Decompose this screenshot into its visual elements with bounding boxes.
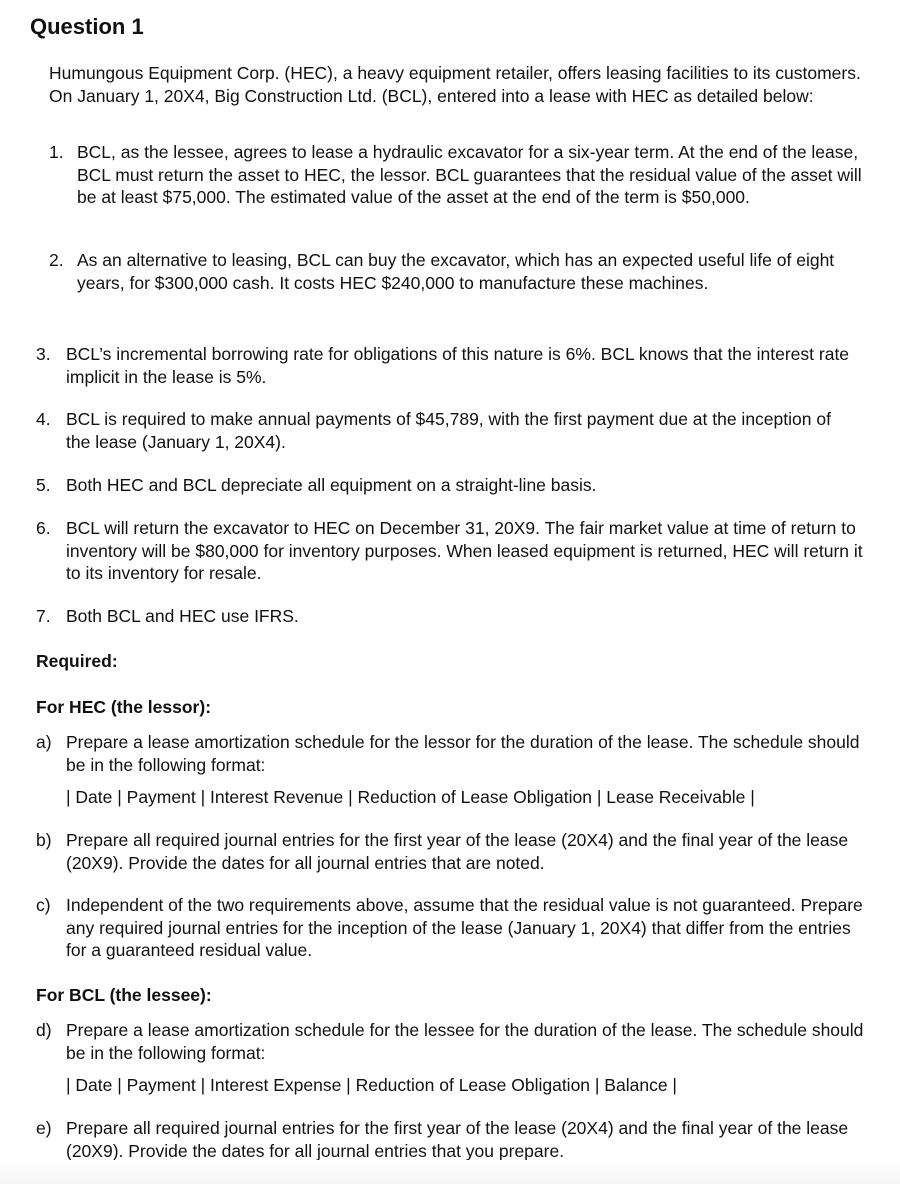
question-title: Question 1 <box>30 14 144 39</box>
item-number: 4. <box>36 409 51 429</box>
requirement-letter: a) <box>36 732 52 752</box>
requirement-letter: d) <box>36 1020 52 1040</box>
list-item <box>36 408 856 453</box>
schedule-format: | Date | Payment | Interest Revenue | Reduction of Lease Obligation | Lease Receivable | <box>66 787 755 807</box>
item-text: BCL’s incremental borrowing rate for obligations of this nature is 6%. BCL knows that the interest rate implicit in the lease is 5%. <box>66 344 850 387</box>
requirement-c <box>36 894 866 962</box>
item-number: 5. <box>36 475 51 495</box>
requirement-d <box>36 1019 871 1097</box>
item-text: BCL, as the lessee, agrees to lease a hydraulic excavator for a six-year term. At the end of the lease, BCL must return the asset to HEC, the lessor. BCL guarantees that the residual value of the asset will be at least $75,000. The estimated value of the asset at the end of the term is $50,000. <box>77 142 862 207</box>
intro-paragraph: Humungous Equipment Corp. (HEC), a heavy equipment retailer, offers leasing facilities to its customers. On January 1, 20X4, Big Construction Ltd. (BCL), entered into a lease with HEC as detailed below: <box>49 63 861 106</box>
item-number: 3. <box>36 344 51 364</box>
requirement-text: Prepare all required journal entries for the first year of the lease (20X4) and the final year of the lease (20X9). Provide the dates for all journal entries that you prepare. <box>66 1118 849 1161</box>
item-text: BCL is required to make annual payments of $45,789, with the first payment due at the inception of the lease (January 1, 20X4). <box>66 409 831 452</box>
requirement-b <box>36 829 876 874</box>
list-item <box>36 474 856 497</box>
item-text: Both HEC and BCL depreciate all equipment on a straight-line basis. <box>66 475 597 495</box>
item-number: 2. <box>49 250 64 270</box>
item-text: As an alternative to leasing, BCL can buy the excavator, which has an expected useful life of eight years, for $300,000 cash. It costs HEC $240,000 to manufacture these machines. <box>77 250 835 293</box>
requirement-letter: c) <box>36 895 51 915</box>
requirement-a <box>36 731 871 809</box>
bcl-heading: For BCL (the lessee): <box>36 985 212 1005</box>
requirement-e <box>36 1117 876 1162</box>
item-text: BCL will return the excavator to HEC on December 31, 20X9. The fair market value at time of return to inventory will be $80,000 for inventory purposes. When leased equipment is returned, HEC will return it to its inventory for resale. <box>66 518 863 583</box>
list-item <box>36 343 856 388</box>
hec-heading: For HEC (the lessor): <box>36 697 212 717</box>
item-number: 1. <box>49 142 64 162</box>
list-item <box>49 249 864 294</box>
item-text: Both BCL and HEC use IFRS. <box>66 606 299 626</box>
item-number: 7. <box>36 606 51 626</box>
requirement-text: Prepare a lease amortization schedule for the lessor for the duration of the lease. The schedule should be in the following format: <box>66 732 860 775</box>
requirement-text: Independent of the two requirements above, assume that the residual value is not guaranteed. Prepare any required journal entries for the inception of the lease (January 1, 20X4) that differ from the entries for a guaranteed residual value. <box>66 895 863 960</box>
requirement-text: Prepare all required journal entries for the first year of the lease (20X4) and the final year of the lease (20X9). Provide the dates for all journal entries that are noted. <box>66 830 849 873</box>
requirement-text: Prepare a lease amortization schedule for the lessee for the duration of the lease. The schedule should be in the following format: <box>66 1020 864 1063</box>
requirement-letter: e) <box>36 1118 52 1138</box>
required-heading: Required: <box>36 651 118 671</box>
list-item <box>49 141 864 209</box>
requirement-letter: b) <box>36 830 52 850</box>
list-item <box>36 605 856 628</box>
item-number: 6. <box>36 518 51 538</box>
page-bottom-shade <box>0 1160 900 1184</box>
schedule-format: | Date | Payment | Interest Expense | Reduction of Lease Obligation | Balance | <box>66 1075 677 1095</box>
list-item <box>36 517 866 585</box>
